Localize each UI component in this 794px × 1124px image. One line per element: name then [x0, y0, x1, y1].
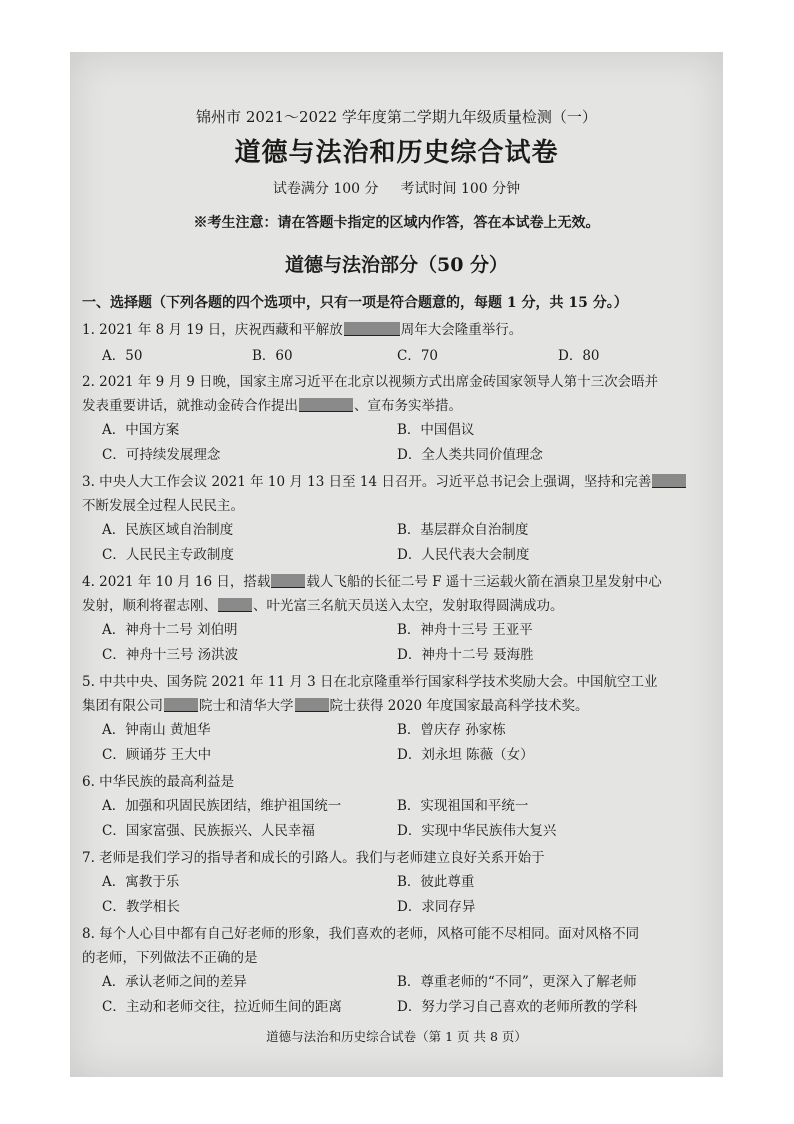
q1-option-b: B．60: [252, 348, 293, 364]
question-4-stem-cont: 发射，顺利将翟志刚、 、叶光富三名航天员送入太空，发射取得圆满成功。: [82, 598, 564, 614]
question-3-stem: 3. 中央人大工作会议 2021 年 10 月 13 日至 14 日召开。习近平总书记会上强调，坚持和完善: [82, 470, 687, 490]
q5-option-a: A．钟南山 黄旭华: [102, 722, 211, 738]
q4-option-d: D．神舟十二号 聂海胜: [397, 647, 534, 663]
redacted-blank: [218, 598, 252, 612]
q7-option-c: C．教学相长: [102, 899, 180, 915]
exam-subtitle: 锦州市 2021～2022 学年度第二学期九年级质量检测（一）: [196, 108, 597, 126]
redacted-blank: [164, 698, 198, 712]
q8-option-d: D．努力学习自己喜欢的老师所教的学科: [397, 999, 638, 1015]
redacted-blank: [295, 698, 329, 712]
question-2-stem-cont: 发表重要讲话，就推动金砖合作提出 、宣布务实举措。: [82, 398, 462, 414]
q3-option-d: D．人民代表大会制度: [397, 547, 530, 563]
question-5-stem: 5. 中共中央、国务院 2021 年 11 月 3 日在北京隆重举行国家科学技术奖励大会。中国航空工业: [82, 674, 658, 690]
part-title: 道德与法治部分（50 分）: [284, 254, 509, 276]
q6-option-c: C．国家富强、民族振兴、人民幸福: [102, 823, 315, 839]
q1-option-c: C．70: [397, 348, 439, 364]
q8-option-b: B．尊重老师的“不同”，更深入了解老师: [397, 974, 637, 990]
q2-option-a: A．中国方案: [102, 422, 180, 438]
q3-option-c: C．人民民主专政制度: [102, 547, 234, 563]
page-footer: 道德与法治和历史综合试卷（第 1 页 共 8 页）: [266, 1029, 527, 1044]
q8-option-c: C．主动和老师交往，拉近师生间的距离: [102, 999, 342, 1015]
q2-option-d: D．全人类共同价值理念: [397, 447, 543, 463]
q8-option-a: A．承认老师之间的差异: [102, 974, 247, 990]
q4-option-c: C．神舟十三号 汤洪波: [102, 647, 239, 663]
q6-option-b: B．实现祖国和平统一: [397, 798, 529, 814]
q5-option-b: B．曾庆存 孙家栋: [397, 722, 506, 738]
q1-option-d: D．80: [558, 348, 600, 364]
question-8-stem: 8. 每个人心目中都有自己好老师的形象，我们喜欢的老师，风格可能不尽相同。面对风格不同: [82, 926, 640, 942]
redacted-blank: [652, 474, 686, 488]
section-title: 一、选择题（下列各题的四个选项中，只有一项是符合题意的，每题 1 分，共 15 分。）: [82, 295, 628, 311]
q4-option-b: B．神舟十三号 王亚平: [397, 622, 533, 638]
q5-option-c: C．顾诵芬 王大中: [102, 747, 212, 763]
q5-option-d: D．刘永坦 陈薇（女）: [397, 747, 534, 763]
exam-meta: [70, 178, 723, 198]
q6-option-d: D．实现中华民族伟大复兴: [397, 823, 557, 839]
q4-option-a: A．神舟十二号 刘伯明: [102, 622, 238, 638]
q7-option-b: B．彼此尊重: [397, 874, 475, 890]
q2-option-c: C．可持续发展理念: [102, 447, 221, 463]
q3-option-a: A．民族区域自治制度: [102, 522, 234, 538]
q1-option-a: A．50: [102, 348, 143, 364]
exam-notice: ※考生注意：请在答题卡指定的区域内作答，答在本试卷上无效。: [193, 215, 600, 231]
question-4-stem: 4. 2021 年 10 月 16 日，搭载 载人飞船的长征二号 F 遥十三运载火箭在酒泉卫星发射中心: [82, 574, 662, 590]
question-3-stem-cont: 不断发展全过程人民民主。: [82, 498, 244, 514]
question-7-stem: 7. 老师是我们学习的指导者和成长的引路人。我们与老师建立良好关系开始于: [82, 850, 545, 866]
question-6-stem: 6. 中华民族的最高利益是: [82, 774, 235, 790]
full-score: 试卷满分 100 分: [272, 181, 379, 197]
question-1-stem: 1. 2021 年 8 月 19 日，庆祝西藏和平解放 周年大会隆重举行。: [82, 322, 523, 338]
q7-option-d: D．求同存异: [397, 899, 476, 915]
q3-option-b: B．基层群众自治制度: [397, 522, 529, 538]
question-8-stem-cont: 的老师，下列做法不正确的是: [82, 950, 258, 966]
q2-option-b: B．中国倡议: [397, 422, 475, 438]
q6-option-a: A．加强和巩固民族团结，维护祖国统一: [102, 798, 342, 814]
redacted-blank: [271, 574, 305, 588]
exam-paper: [70, 52, 723, 1077]
redacted-blank: [344, 322, 400, 336]
exam-title: 道德与法治和历史综合试卷: [234, 138, 559, 168]
exam-time: 考试时间 100 分钟: [400, 181, 521, 197]
question-5-stem-cont: 集团有限公司 院士和清华大学 院士获得 2020 年度国家最高科学技术奖。: [82, 698, 589, 714]
question-2-stem: 2. 2021 年 9 月 9 日晚，国家主席习近平在北京以视频方式出席金砖国家领导人第十三次会晤并: [82, 374, 659, 390]
redacted-blank: [299, 398, 353, 412]
q7-option-a: A．寓教于乐: [102, 874, 180, 890]
